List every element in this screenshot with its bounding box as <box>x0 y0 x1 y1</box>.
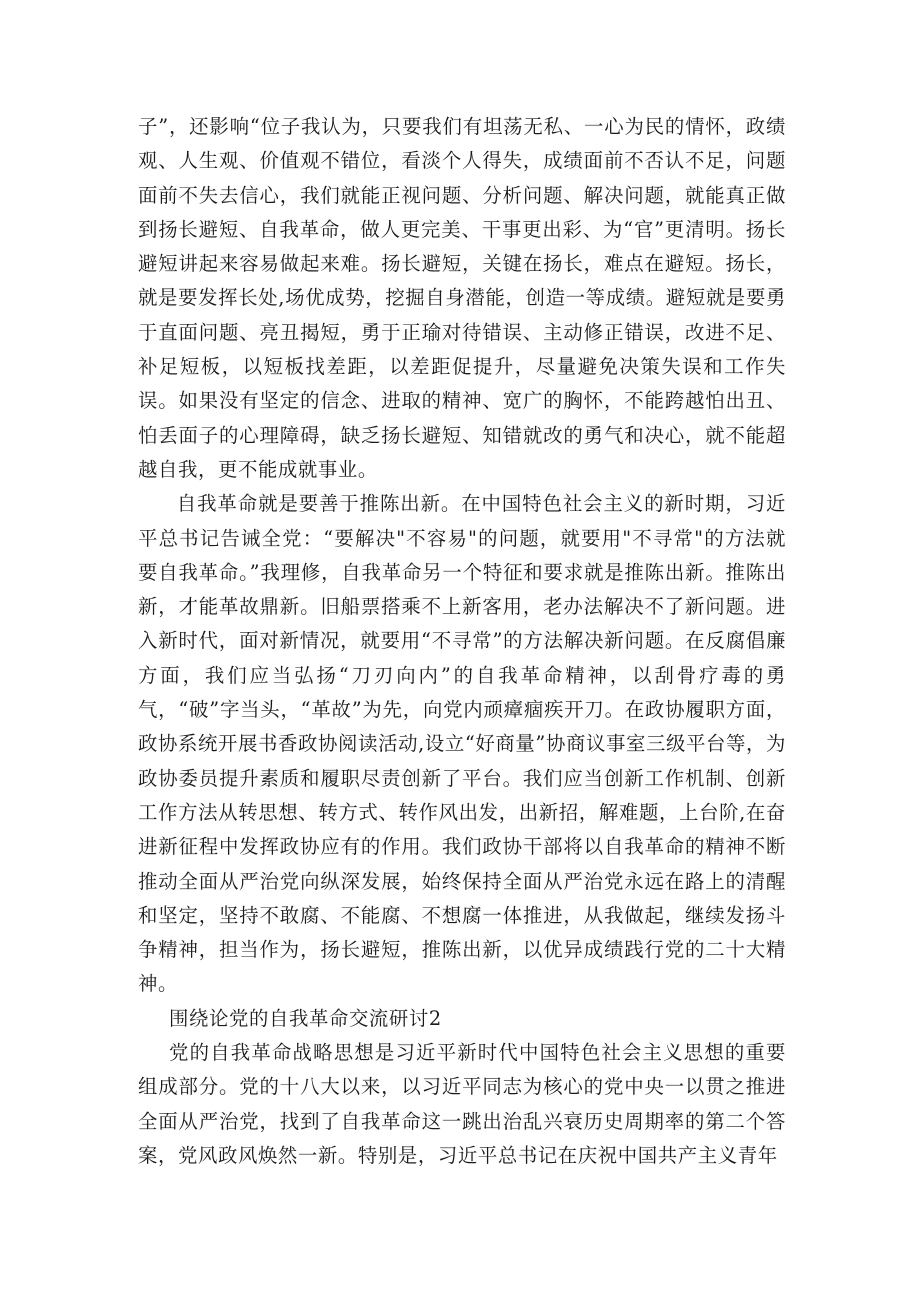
section-title: 围绕论党的自我革命交流研讨2 <box>169 1006 442 1030</box>
document-page <box>138 110 786 1173</box>
body-paragraph-3: 党的自我革命战略思想是习近平新时代中国特色社会主义思想的重要组成部分。党的十八大以来，以习近平同志为核心的党中央一以贯之推进全面从严治党，找到了自我革命这一跳出治乱兴衰历史周期率的第二个答案，党风政风焕然一新。特别是，习近平总书记在庆祝中国共产主义青年 <box>138 1041 786 1167</box>
body-paragraph-1: 子”，还影响“位子我认为，只要我们有坦荡无私、一心为民的情怀，政绩观、人生观、价值观不错位，看淡个人得失，成绩面前不否认不足，问题面前不失去信心，我们就能正视问题、分析问题、解决问题，就能真正做到扬长避短、自我革命，做人更完美、干事更出彩、为“官”更清明。扬长避短讲起来容易做起来难。扬长避短，关键在扬长，难点在避短。扬长，就是要发挥长处,场优成势，挖掘自身潜能，创造一等成绩。避短就是要勇于直面问题、亮丑揭短，勇于正瑜对待错误、主动修正错误，改进不足、补足短板，以短板找差距，以差距促提升，尽量避免决策失误和工作失误。如果没有坚定的信念、进取的精神、宽广的胸怀，不能跨越怕出丑、怕丢面子的心理障碍，缺乏扬长避短、知错就改的勇气和决心，就不能超越自我，更不能成就事业。 <box>138 115 786 481</box>
body-paragraph-2: 自我革命就是要善于推陈出新。在中国特色社会主义的新时期，习近平总书记告诫全党：“要解决"不容易"的问题，就要用"不寻常"的方法就要自我革命。”我理修，自我革命另一个特征和要求就是推陈出新。推陈出新，才能革故鼎新。旧船票搭乘不上新客用，老办法解决不了新问题。进入新时代，面对新情况，就要用“不寻常”的方法解决新问题。在反腐倡廉方面，我们应当弘扬“刀刃向内”的自我革命精神，以刮骨疗毒的勇气，“破”字当头，“革故”为先，向党内顽瘴痼疾开刀。在政协履职方面，政协系统开展书香政协阅读活动,设立“好商量”协商议事室三级平台等，为政协委员提升素质和履职尽责创新了平台。我们应当创新工作机制、创新工作方法从转思想、转方式、转作风出发，出新招，解难题，上台阶,在奋进新征程中发挥政协应有的作用。我们政协干部将以自我革命的精神不断推动全面从严治党向纵深发展，始终保持全面从严治党永远在路上的清醒和坚定，坚持不敢腐、不能腐、不想腐一体推进，从我做起，继续发扬斗争精神，担当作为，扬长避短，推陈出新，以优异成绩践行党的二十大精神。 <box>138 492 786 996</box>
